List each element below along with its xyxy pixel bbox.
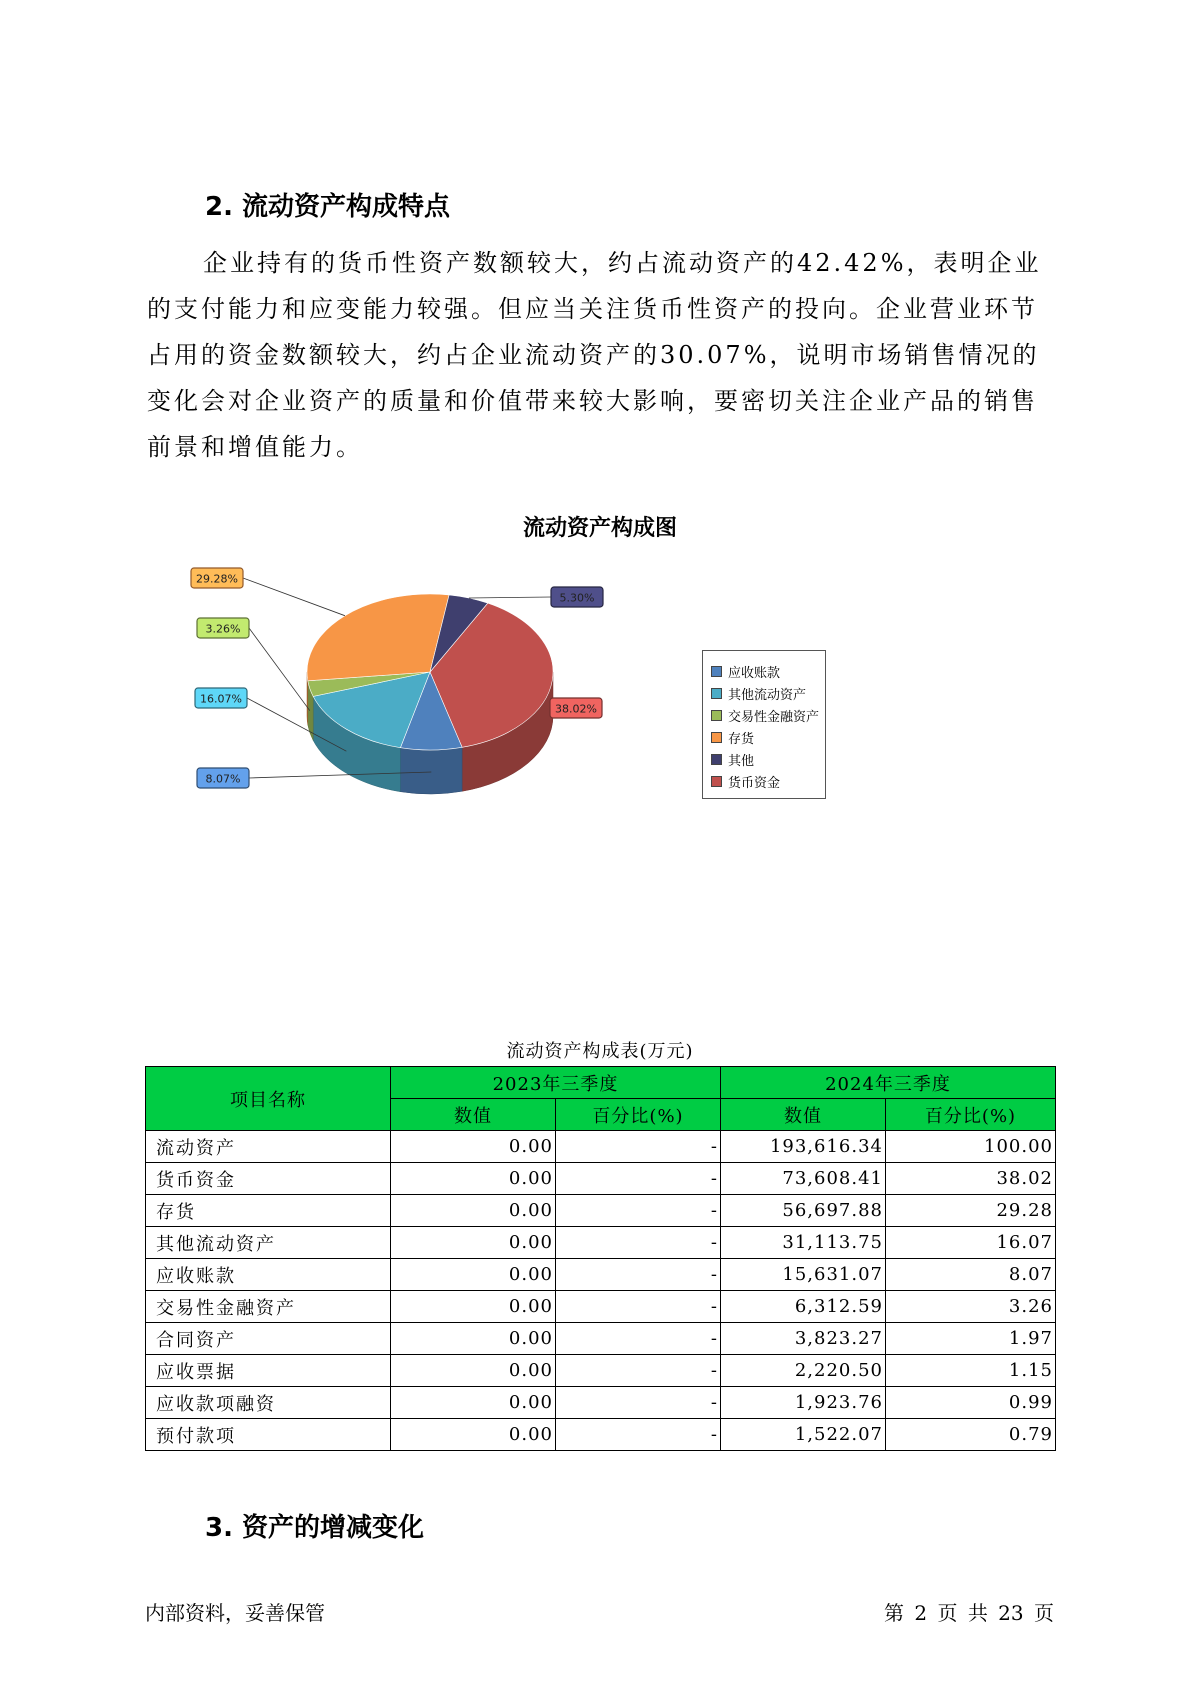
row-value-2024: 1,923.76 (721, 1387, 886, 1419)
pie-data-label: 3.26% (205, 622, 241, 636)
pie-data-label: 29.28% (196, 572, 238, 586)
footer-confidential-note: 内部资料，妥善保管 (145, 1601, 325, 1625)
section-heading-2: 2. 流动资产构成特点 (205, 192, 451, 222)
row-percent-2024: 1.15 (886, 1355, 1056, 1387)
table-row (146, 1419, 1056, 1451)
row-percent-2023: - (556, 1227, 721, 1259)
row-value-2024: 15,631.07 (721, 1259, 886, 1291)
row-value-2024: 1,522.07 (721, 1419, 886, 1451)
row-percent-2024: 0.99 (886, 1387, 1056, 1419)
row-name: 合同资产 (146, 1323, 391, 1355)
row-value-2023: 0.00 (391, 1387, 556, 1419)
table-row (146, 1323, 1056, 1355)
row-value-2023: 0.00 (391, 1259, 556, 1291)
header-period-2023: 2023年三季度 (391, 1067, 721, 1099)
header-item-name: 项目名称 (146, 1067, 391, 1131)
row-value-2023: 0.00 (391, 1291, 556, 1323)
table-caption: 流动资产构成表(万元) (506, 1041, 694, 1062)
row-percent-2024: 1.97 (886, 1323, 1056, 1355)
legend-item (711, 726, 825, 748)
row-percent-2023: - (556, 1355, 721, 1387)
row-percent-2023: - (556, 1163, 721, 1195)
legend-item (711, 682, 825, 704)
pie-leader-line (243, 578, 345, 616)
table-row (146, 1227, 1056, 1259)
row-percent-2023: - (556, 1195, 721, 1227)
legend-label: 其他流动资产 (728, 687, 807, 703)
pie-data-label: 8.07% (205, 772, 241, 786)
row-value-2024: 3,823.27 (721, 1323, 886, 1355)
row-name: 应收款项融资 (146, 1387, 391, 1419)
legend-swatch (711, 666, 722, 677)
table-row (146, 1355, 1056, 1387)
row-value-2023: 0.00 (391, 1323, 556, 1355)
legend-label: 其他 (728, 753, 755, 769)
row-value-2023: 0.00 (391, 1163, 556, 1195)
row-name: 存货 (146, 1195, 391, 1227)
row-value-2024: 31,113.75 (721, 1227, 886, 1259)
row-percent-2024: 8.07 (886, 1259, 1056, 1291)
legend-swatch (711, 710, 722, 721)
row-percent-2024: 29.28 (886, 1195, 1056, 1227)
legend-item (711, 770, 825, 792)
footer-page-number: 第 2 页 共 23 页 (884, 1601, 1054, 1625)
row-percent-2024: 16.07 (886, 1227, 1056, 1259)
legend-swatch (711, 776, 722, 787)
header-period-2024: 2024年三季度 (721, 1067, 1056, 1099)
legend-swatch (711, 732, 722, 743)
chart-title: 流动资产构成图 (522, 516, 677, 541)
section-heading-3: 3. 资产的增减变化 (205, 1513, 425, 1543)
row-value-2024: 56,697.88 (721, 1195, 886, 1227)
table-row (146, 1291, 1056, 1323)
legend-item (711, 748, 825, 770)
row-value-2024: 2,220.50 (721, 1355, 886, 1387)
row-percent-2023: - (556, 1131, 721, 1163)
row-value-2023: 0.00 (391, 1355, 556, 1387)
pie-slice (307, 594, 449, 681)
row-value-2024: 6,312.59 (721, 1291, 886, 1323)
pie-chart (196, 572, 650, 820)
legend-swatch (711, 754, 722, 765)
legend-item (711, 660, 825, 682)
row-name: 货币资金 (146, 1163, 391, 1195)
table-row (146, 1387, 1056, 1419)
table-row (146, 1195, 1056, 1227)
row-percent-2023: - (556, 1323, 721, 1355)
row-value-2023: 0.00 (391, 1419, 556, 1451)
pie-data-label: 5.30% (559, 591, 595, 605)
pie-leader-line (249, 628, 310, 711)
legend-label: 货币资金 (728, 775, 781, 791)
header-value-2024: 数值 (721, 1099, 886, 1131)
row-name: 流动资产 (146, 1131, 391, 1163)
row-name: 应收票据 (146, 1355, 391, 1387)
pie-slice-side (400, 747, 462, 794)
table-row (146, 1259, 1056, 1291)
row-name: 应收账款 (146, 1259, 391, 1291)
body-paragraph: 企业持有的货币性资产数额较大，约占流动资产的42.42%，表明企业的支付能力和应变能力较强。但应当关注货币性资产的投向。企业营业环节占用的资金数额较大，约占企业流动资产的30.07%，说明市场销售情况的变化会对企业资产的质量和价值带来较大影响，要密切关注企业产品的销售前景和增值能力。 (147, 249, 1042, 461)
row-value-2023: 0.00 (391, 1227, 556, 1259)
row-percent-2023: - (556, 1259, 721, 1291)
row-percent-2023: - (556, 1387, 721, 1419)
row-percent-2023: - (556, 1291, 721, 1323)
header-percent-2023: 百分比(%) (556, 1099, 721, 1131)
current-assets-table (145, 1066, 1056, 1451)
row-name: 预付款项 (146, 1419, 391, 1451)
row-percent-2024: 100.00 (886, 1131, 1056, 1163)
row-name: 其他流动资产 (146, 1227, 391, 1259)
chart-legend (702, 650, 826, 799)
row-percent-2024: 0.79 (886, 1419, 1056, 1451)
pie-data-label: 16.07% (200, 692, 242, 706)
header-percent-2024: 百分比(%) (886, 1099, 1056, 1131)
pie-data-label: 38.02% (555, 702, 597, 716)
legend-item (711, 704, 825, 726)
row-percent-2024: 3.26 (886, 1291, 1056, 1323)
row-value-2024: 193,616.34 (721, 1131, 886, 1163)
row-value-2023: 0.00 (391, 1195, 556, 1227)
row-value-2023: 0.00 (391, 1131, 556, 1163)
table-row (146, 1163, 1056, 1195)
legend-label: 存货 (728, 731, 755, 747)
pie-leader-line (469, 597, 551, 598)
row-percent-2023: - (556, 1419, 721, 1451)
legend-label: 应收账款 (728, 665, 781, 681)
header-value-2023: 数值 (391, 1099, 556, 1131)
row-value-2024: 73,608.41 (721, 1163, 886, 1195)
row-percent-2024: 38.02 (886, 1163, 1056, 1195)
row-name: 交易性金融资产 (146, 1291, 391, 1323)
table-row (146, 1131, 1056, 1163)
legend-swatch (711, 688, 722, 699)
legend-label: 交易性金融资产 (728, 709, 820, 725)
